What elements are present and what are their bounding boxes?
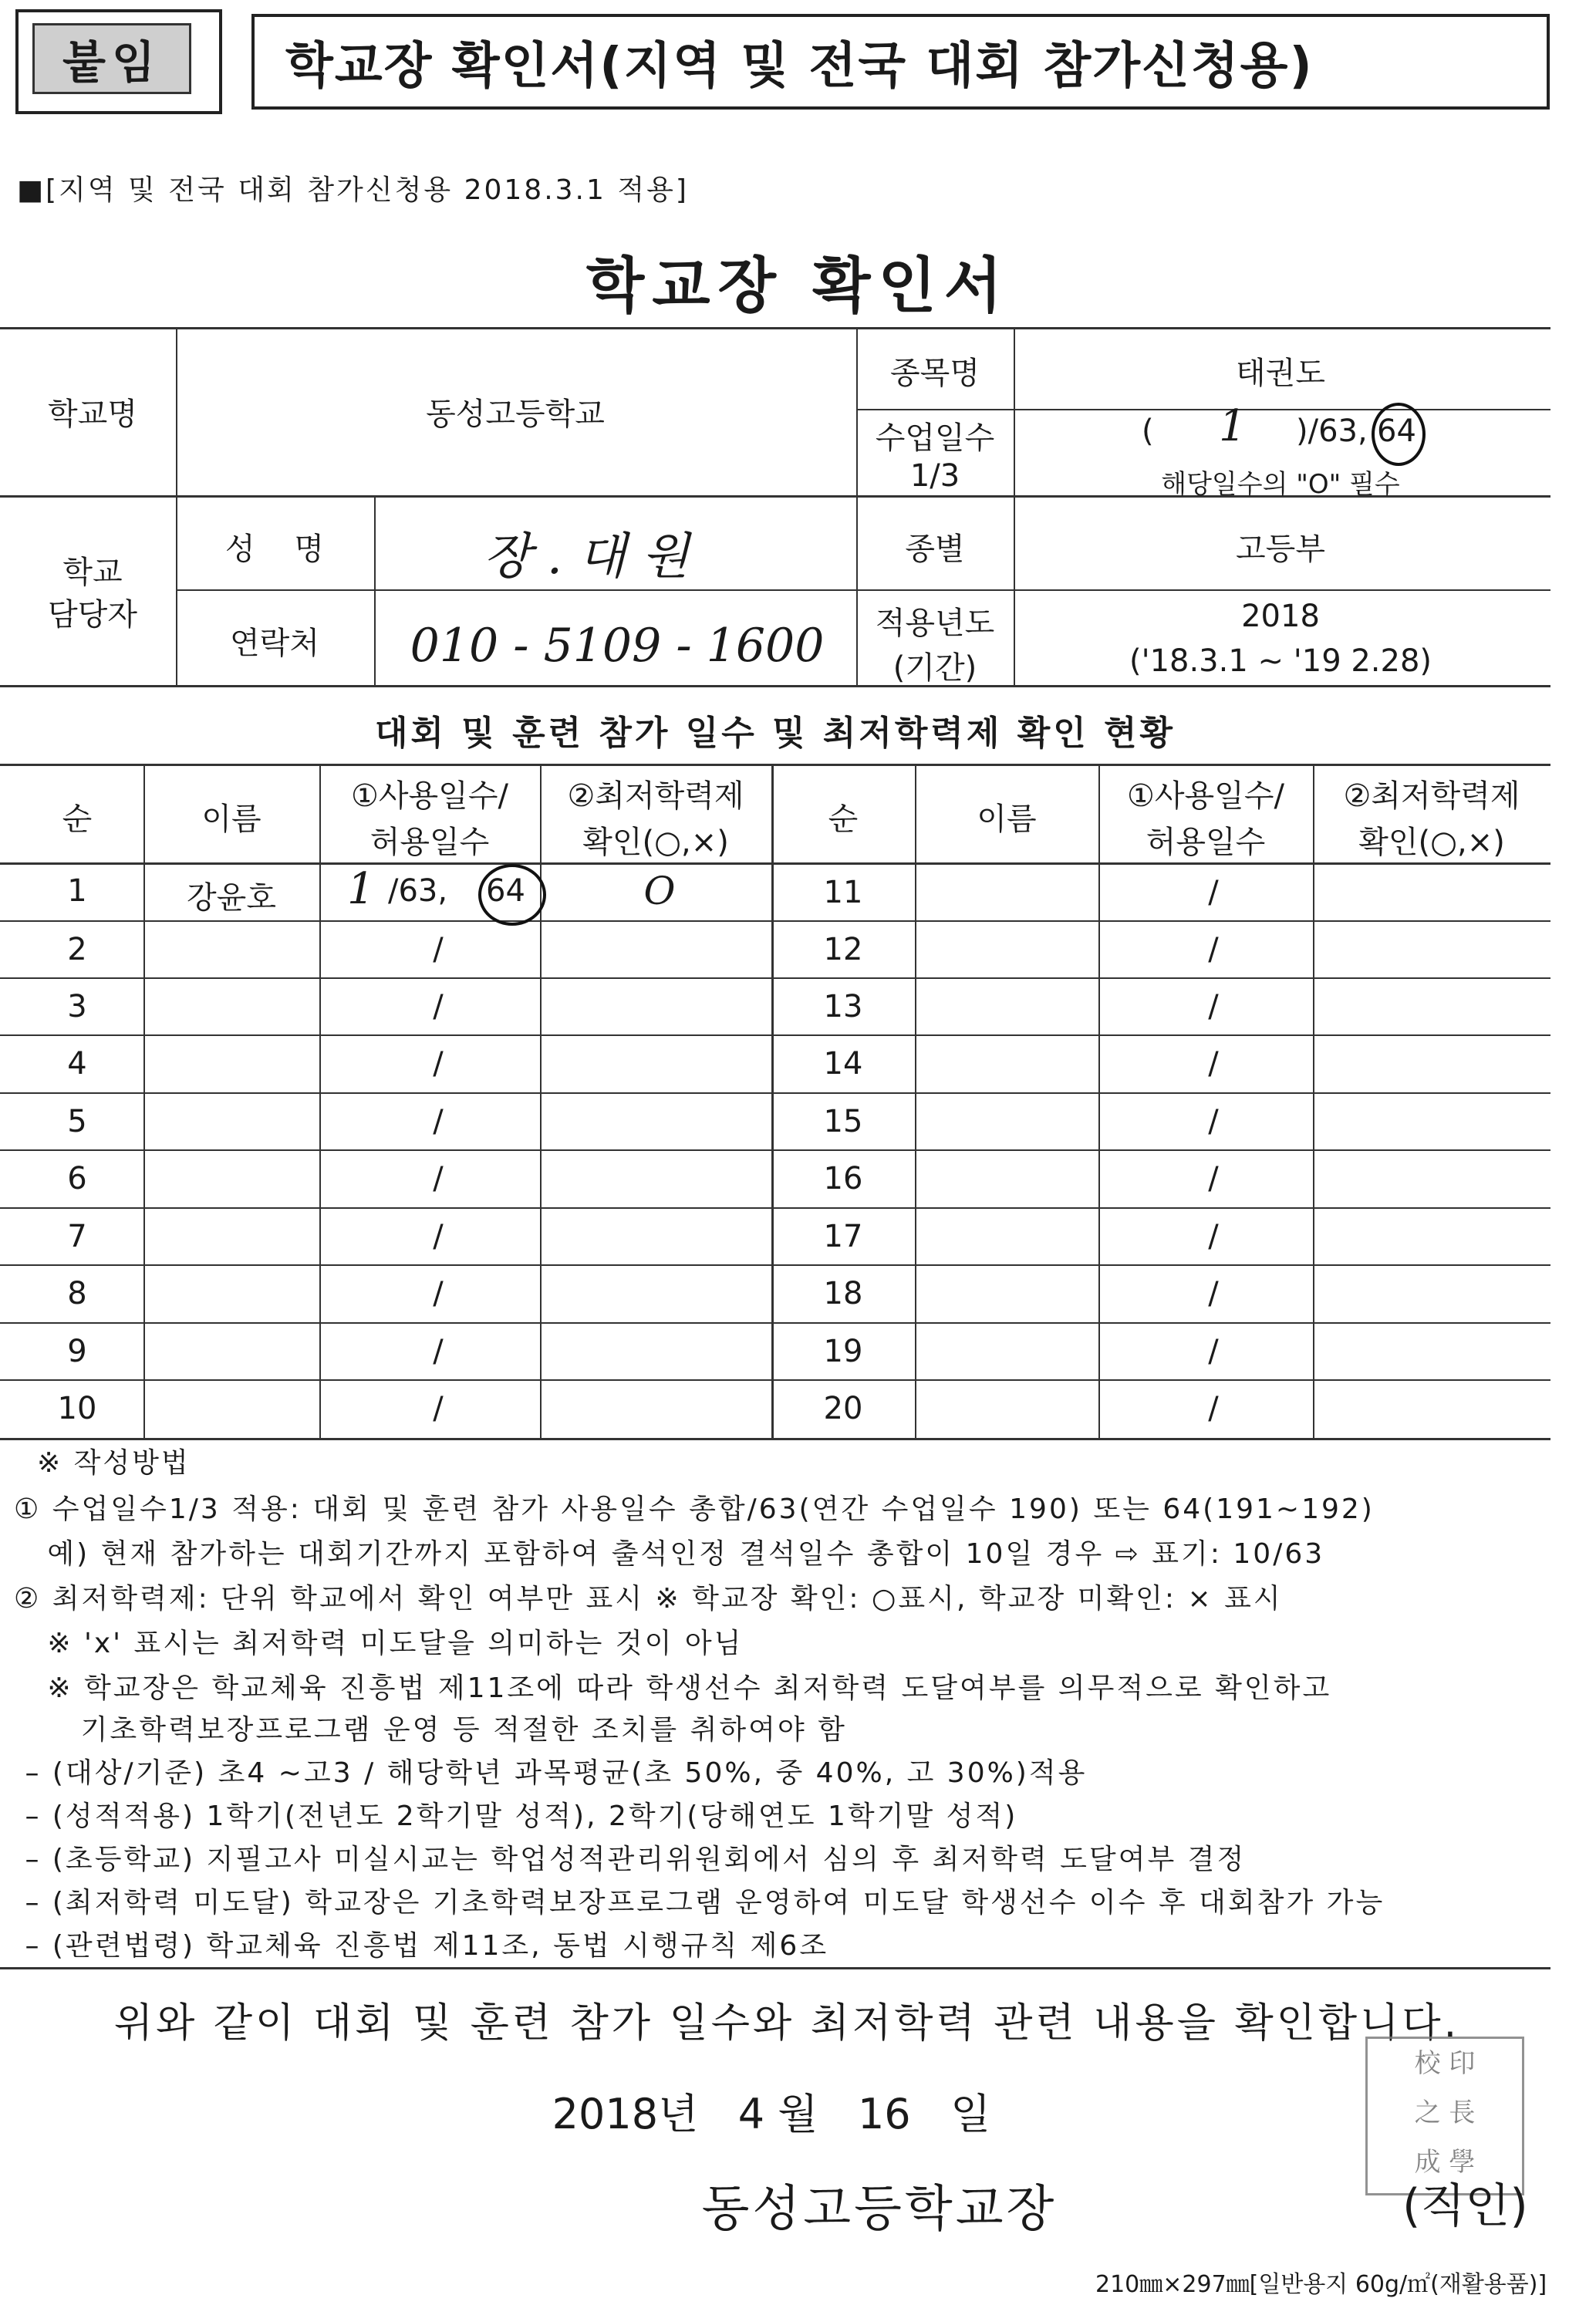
row-number: 5 <box>67 1104 87 1139</box>
header-days-right-line1: ①사용일수/ <box>1127 778 1284 814</box>
row-days-circled: 64 <box>486 873 525 909</box>
instruction-line: – (최저학력 미도달) 학교장은 기초학력보장프로그램 운영하여 미도달 학생선수 이수 후 대회참가 가능 <box>14 1887 1385 1919</box>
confirmation-date: 2018년 4 월 16 일 <box>552 2090 991 2138</box>
row-days: / <box>433 1161 444 1196</box>
header-days-right-line2: 허용일수 <box>1146 825 1266 860</box>
hand-drawn-circle-icon <box>478 864 546 926</box>
name-value-handwritten: 장 . 대 원 <box>483 528 690 586</box>
instruction-line: ※ 'x' 표시는 최저학력 미도달을 의미하는 것이 아님 <box>14 1628 744 1659</box>
row-number: 1 <box>67 873 87 909</box>
status-section-title: 대회 및 훈련 참가 일수 및 최저학력제 확인 현황 <box>374 714 1176 753</box>
row-days: / <box>1208 1161 1219 1196</box>
row-days: / <box>433 1219 444 1254</box>
row-number: 15 <box>823 1104 863 1139</box>
official-seal-icon: 校 印 之 長 成 學 <box>1365 2037 1524 2195</box>
hand-drawn-circle-icon <box>1372 403 1426 466</box>
header-min-left-line2: 확인(○,×) <box>582 825 729 860</box>
row-days: / <box>1208 989 1219 1024</box>
row-days-handwritten: 1 <box>347 864 375 914</box>
row-days: / <box>433 1046 444 1082</box>
instruction-line: ② 최저학력제: 단위 학교에서 확인 여부만 표시 ※ 학교장 확인: ○표시, 학교장 미확인: × 표시 <box>14 1583 1283 1615</box>
year-period: ('18.3.1 ~ '19 2.28) <box>1129 643 1432 679</box>
header-seq-right: 순 <box>828 802 859 837</box>
row-number: 19 <box>823 1334 863 1369</box>
header-name-left: 이름 <box>201 802 262 837</box>
instruction-line: 예) 현재 참가하는 대회기간까지 포함하여 출석인정 결석일수 총합이 10일 경우 ⇨ 표기: 10/63 <box>14 1538 1325 1570</box>
school-name-label: 학교명 <box>48 397 137 432</box>
header-name-right: 이름 <box>977 802 1037 837</box>
row-days: / <box>1208 1276 1219 1311</box>
contact-value-handwritten: 010 - 5109 - 1600 <box>410 619 825 673</box>
row-number: 10 <box>57 1391 97 1426</box>
row-number: 6 <box>67 1161 87 1196</box>
school-name-value: 동성고등학교 <box>426 397 605 432</box>
principal-title: 동성고등학교장 <box>701 2181 1058 2238</box>
instruction-line: ① 수업일수1/3 적용: 대회 및 훈련 참가 사용일수 총합/63(연간 수업일수 190) 또는 64(191~192) <box>14 1493 1375 1525</box>
row-number: 12 <box>823 932 863 967</box>
row-days: / <box>433 1276 444 1311</box>
document-title-box: 학교장 확인서(지역 및 전국 대회 참가신청용) <box>251 14 1550 110</box>
attachment-badge-label: 붙임 <box>32 23 191 94</box>
row-number: 3 <box>67 989 87 1024</box>
notes-divider <box>0 1967 1550 1969</box>
row-days: / <box>433 989 444 1024</box>
category-value: 고등부 <box>1236 532 1325 567</box>
page-title: 학교장 확인서 <box>585 251 1011 321</box>
row-student-name: 강윤호 <box>187 880 276 916</box>
row-days: / <box>433 1391 444 1426</box>
sport-label: 종목명 <box>890 356 980 391</box>
row-days: / <box>1208 1219 1219 1254</box>
class-days-label-fraction: 1/3 <box>909 458 960 494</box>
year-value: 2018 <box>1241 599 1320 634</box>
row-number: 4 <box>67 1046 87 1082</box>
row-days: / <box>433 1104 444 1139</box>
manager-label-line1: 학교 <box>62 555 123 590</box>
header-min-right-line2: 확인(○,×) <box>1358 825 1505 860</box>
row-days: / <box>1208 932 1219 967</box>
row-number: 17 <box>823 1219 863 1254</box>
instruction-line: ※ 학교장은 학교체육 진흥법 제11조에 따라 학생선수 최저학력 도달여부를 의무적으로 확인하고 <box>14 1672 1332 1704</box>
row-number: 2 <box>67 932 87 967</box>
row-number: 11 <box>823 875 863 910</box>
year-label: 적용년도 <box>875 606 995 641</box>
row-number: 7 <box>67 1219 87 1254</box>
header-seq-left: 순 <box>62 802 93 837</box>
instruction-line: 기초학력보장프로그램 운영 등 적절한 조치를 취하여야 함 <box>14 1714 847 1746</box>
instruction-line: – (관련법령) 학교체육 진흥법 제11조, 동법 시행규칙 제6조 <box>14 1930 829 1962</box>
row-days: / <box>1208 1391 1219 1426</box>
category-label: 종별 <box>905 532 965 567</box>
year-label-period: (기간) <box>892 650 977 686</box>
row-number: 8 <box>67 1276 87 1311</box>
row-days: /63, <box>388 873 448 909</box>
row-days: / <box>433 1334 444 1369</box>
row-number: 13 <box>823 989 863 1024</box>
row-days: / <box>1208 1046 1219 1082</box>
row-number: 9 <box>67 1334 87 1369</box>
sport-value: 태권도 <box>1236 356 1325 391</box>
manager-label-line2: 담당자 <box>48 597 137 633</box>
class-days-note: 해당일수의 "O" 필수 <box>1161 469 1400 500</box>
row-days: / <box>1208 1334 1219 1369</box>
class-days-open-paren: ( <box>1142 413 1154 449</box>
row-days: / <box>433 932 444 967</box>
paper-spec: 210㎜×297㎜[일반용지 60g/㎡(재활용품)] <box>1095 2271 1547 2298</box>
row-number: 16 <box>823 1161 863 1196</box>
class-days-handwritten: 1 <box>1219 401 1247 451</box>
seal-label: (직인) <box>1402 2179 1528 2233</box>
row-number: 14 <box>823 1046 863 1082</box>
class-days-circled-value: 64 <box>1377 413 1416 449</box>
class-days-label: 수업일수 <box>875 420 995 456</box>
instruction-line: – (대상/기준) 초4 ~고3 / 해당학년 과목평균(초 50%, 중 40%, 고 30%)적용 <box>14 1757 1088 1789</box>
header-days-left-line1: ①사용일수/ <box>351 778 508 814</box>
header-min-right-line1: ②최저학력제 <box>1343 778 1520 814</box>
row-days: / <box>1208 875 1219 910</box>
name-label: 성 명 <box>224 532 325 567</box>
contact-label: 연락처 <box>230 626 319 661</box>
applicability-note: ■[지역 및 전국 대회 참가신청용 2018.3.1 적용] <box>17 174 689 206</box>
header-min-left-line1: ②최저학력제 <box>567 778 744 814</box>
row-number: 18 <box>823 1276 863 1311</box>
row-number: 20 <box>823 1391 863 1426</box>
row-days: / <box>1208 1104 1219 1139</box>
header-days-left-line2: 허용일수 <box>369 825 490 860</box>
instructions-heading: ※ 작성방법 <box>37 1447 191 1479</box>
row-min-check: O <box>643 869 676 913</box>
class-days-fraction: )/63, <box>1296 413 1368 449</box>
instruction-line: – (초등학교) 지필고사 미실시교는 학업성적관리위원회에서 심의 후 최저학력 도달여부 결정 <box>14 1844 1247 1875</box>
instruction-line: – (성적적용) 1학기(전년도 2학기말 성적), 2학기(당해연도 1학기말 성적) <box>14 1800 1018 1832</box>
attachment-badge <box>15 9 222 114</box>
confirmation-statement: 위와 같이 대회 및 훈련 참가 일수와 최저학력 관련 내용을 확인합니다. <box>113 2000 1460 2047</box>
